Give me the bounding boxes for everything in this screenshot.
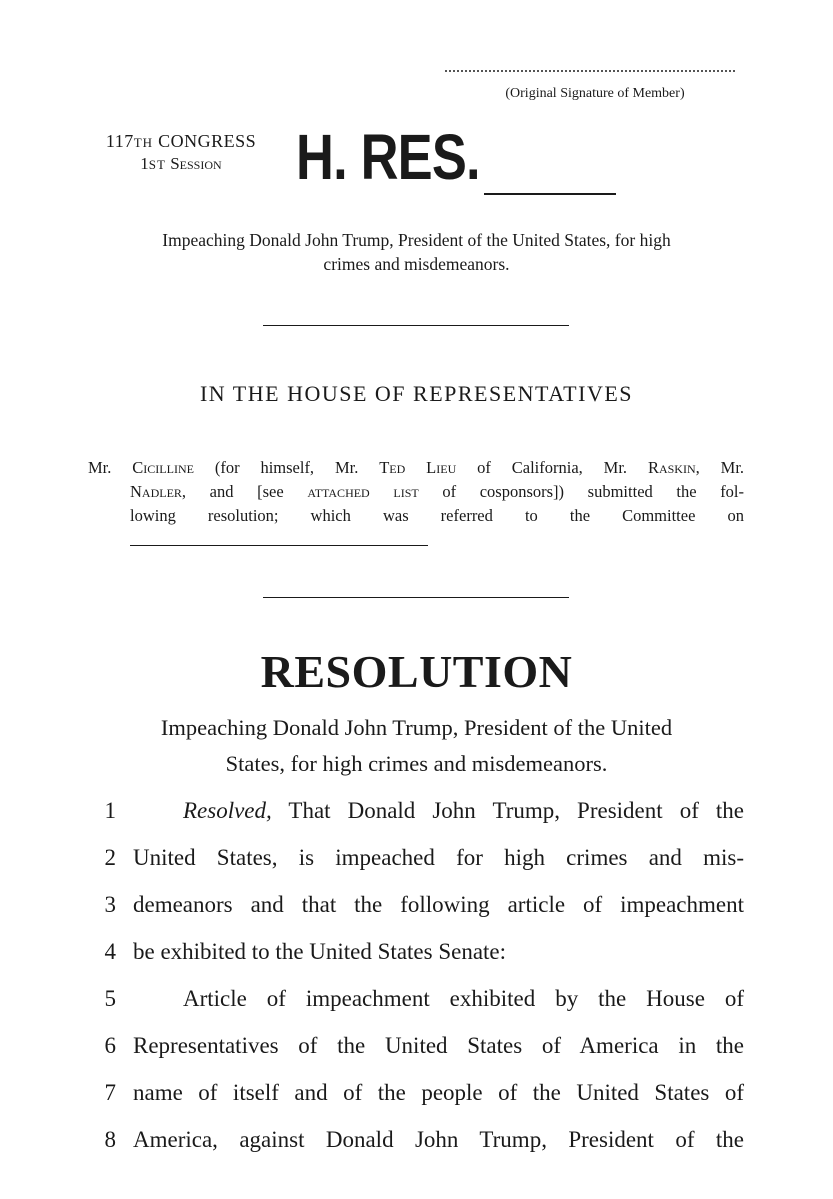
signature-line — [445, 62, 735, 72]
body-line — [0, 939, 833, 979]
cosponsor-name: Nadler — [130, 482, 182, 501]
long-title-line-1: Impeaching Donald John Trump, President of the United — [160, 715, 673, 740]
line-text: demeanors and that the following article of impeachment — [133, 892, 744, 917]
body-line — [0, 1080, 833, 1120]
session-number: 1 — [140, 154, 149, 173]
line-number: 3 — [104, 892, 116, 917]
sponsors-line-2: Nadler, and [see attached list of cosponsors]) submitted the fol- — [130, 482, 745, 501]
short-title-line-2: crimes and misdemeanors. — [323, 254, 510, 274]
divider-rule — [263, 325, 569, 326]
line-text: United States, is impeached for high crimes and mis- — [133, 845, 744, 870]
divider-rule — [263, 597, 569, 598]
long-title — [90, 710, 743, 782]
chamber-heading: IN THE HOUSE OF REPRESENTATIVES — [199, 381, 633, 406]
sponsors-line-1: Mr. Cicilline (for himself, Mr. Ted Lieu of California, Mr. Raskin, Mr. — [88, 458, 745, 477]
body-line — [0, 798, 833, 838]
body-line — [0, 1127, 833, 1167]
bill-number-blank — [484, 193, 616, 195]
congress-word: CONGRESS — [158, 131, 257, 151]
session-word: Session — [170, 154, 222, 173]
line-number: 8 — [104, 1127, 116, 1152]
attached-list-label: attached list — [307, 482, 419, 501]
line-number: 4 — [104, 939, 116, 964]
line-text: be exhibited to the United States Senate: — [133, 939, 507, 964]
congress-label — [86, 131, 276, 153]
body-line — [0, 1033, 833, 1073]
cosponsor-name: Ted Lieu — [379, 458, 457, 477]
committee-blank — [130, 545, 428, 546]
body-line — [0, 892, 833, 932]
line-text: name of itself and of the people of the United States of — [133, 1080, 744, 1105]
congress-suffix: TH — [133, 135, 154, 150]
congress-number: 117 — [105, 131, 134, 151]
line-number: 1 — [104, 798, 116, 823]
body-line — [0, 845, 833, 885]
line-text: Article of impeachment exhibited by the House of — [183, 986, 744, 1011]
line-number: 2 — [104, 845, 116, 870]
line-text: Representatives of the United States of America in the — [133, 1033, 744, 1058]
resolution-heading: RESOLUTION — [260, 646, 573, 697]
short-title — [90, 228, 743, 276]
line-number: 5 — [104, 986, 116, 1011]
signature-label: (Original Signature of Member) — [505, 86, 685, 101]
line-text: Resolved, That Donald John Trump, President of the — [183, 798, 744, 823]
sponsors-paragraph — [88, 456, 744, 528]
line-number: 7 — [104, 1080, 116, 1105]
session-label — [86, 154, 276, 175]
session-suffix: ST — [148, 157, 166, 172]
line-number: 6 — [104, 1033, 116, 1058]
sponsor-name: Cicilline — [132, 458, 194, 477]
short-title-line-1: Impeaching Donald John Trump, President of the United States, for high — [162, 230, 671, 250]
body-line — [0, 986, 833, 1026]
long-title-line-2: States, for high crimes and misdemeanors. — [225, 751, 608, 776]
line-text: America, against Donald John Trump, President of the — [133, 1127, 744, 1152]
cosponsor-name: Raskin — [647, 458, 696, 477]
bill-type: H. RES. — [296, 121, 480, 193]
sponsors-line-3: lowing resolution; which was referred to the Committee on — [130, 506, 744, 525]
